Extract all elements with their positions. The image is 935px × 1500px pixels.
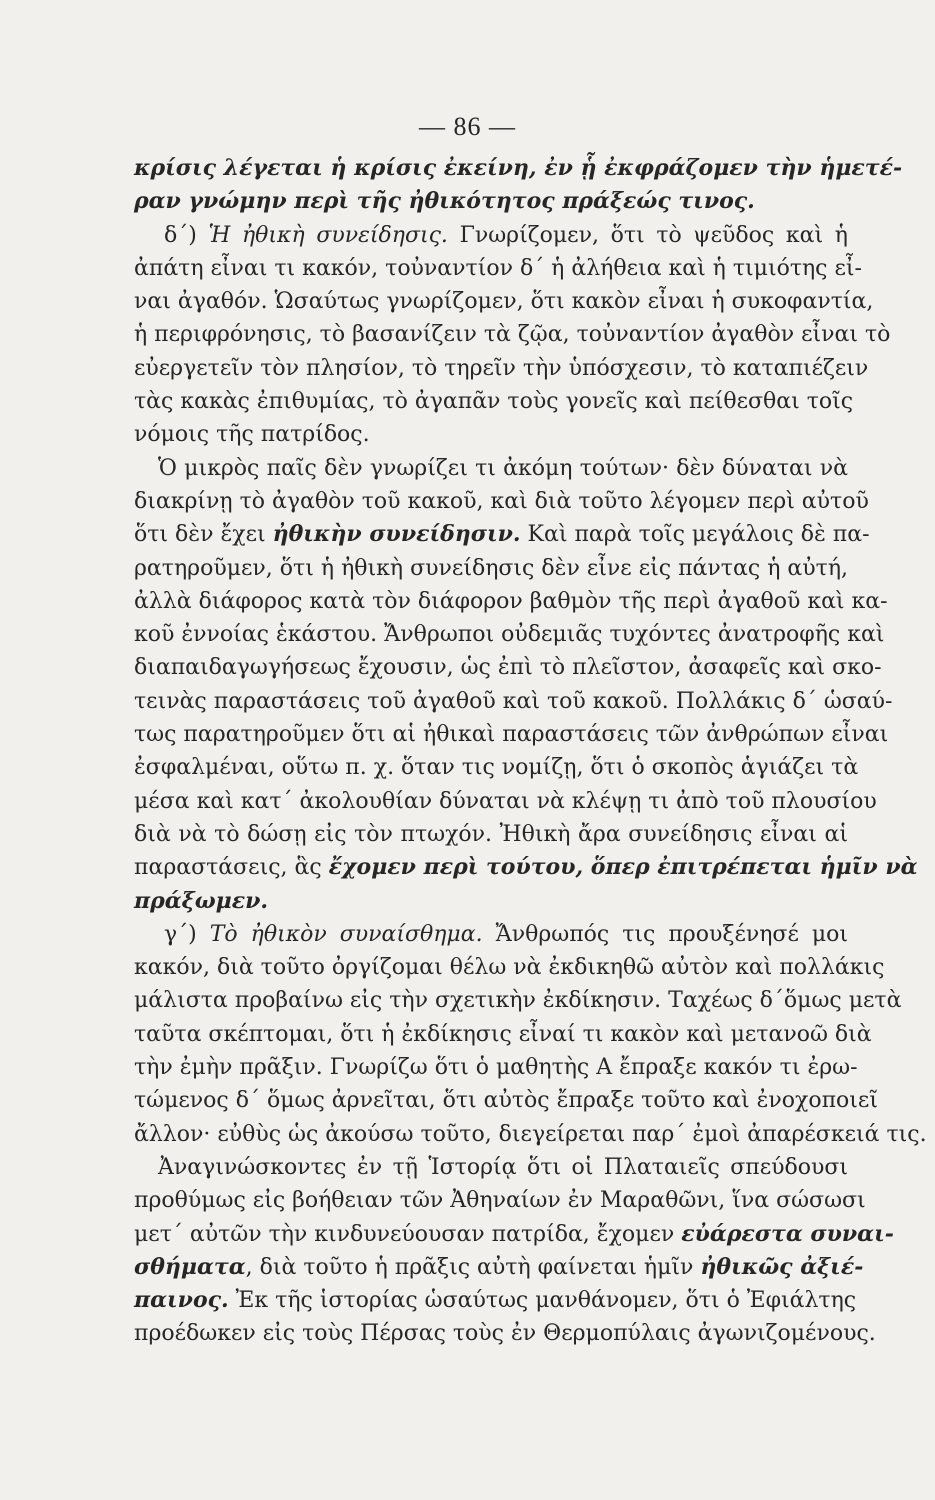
- text-segment: μετ΄ αὐτῶν τὴν κινδυνεύουσαν πατρίδα, ἔχομεν: [134, 1221, 682, 1247]
- text-segment: ναι ἀγαθόν. Ὡσαύτως γνωρίζομεν, ὅτι κακὸν εἶναι ἡ συκοφαντία,: [134, 289, 874, 315]
- text-line: [134, 252, 862, 285]
- text-segment: δ΄): [164, 222, 209, 248]
- text-line: [134, 618, 885, 651]
- text-line: [134, 1251, 864, 1284]
- text-segment: διαπαιδαγωγήσεως ἔχουσιν, ὡς ἐπὶ τὸ πλεῖστον, ἀσαφεῖς καὶ σκο-: [134, 655, 882, 681]
- text-segment: Ἄνθρωπός τις προυξένησέ μοι: [482, 921, 848, 947]
- emphasized-text: Τὸ ἠθικὸν συναίσθημα.: [209, 921, 483, 947]
- emphasized-text: ἠθικῶς ἀξιέ-: [700, 1253, 864, 1280]
- text-segment: τὴν ἐμὴν πρᾶξιν. Γνωρίζω ὅτι ὁ μαθητὴς Α ἔπραξε κακόν τι ἐρω-: [134, 1055, 858, 1081]
- text-segment: κακόν, διὰ τοῦτο ὀργίζομαι θέλω νὰ ἐκδικηθῶ αὐτὸν καὶ πολλάκις: [134, 955, 885, 981]
- page-number: — 86 —: [419, 112, 516, 141]
- text-line: [134, 285, 874, 318]
- text-line: [134, 1284, 857, 1317]
- text-line: [134, 751, 859, 784]
- text-line: [134, 385, 854, 418]
- emphasized-text: ραν γνώμην περὶ τῆς ἠθικότητος πράξεώς τινος.: [134, 188, 755, 215]
- text-line: [134, 1151, 848, 1184]
- text-segment: Ἐκ τῆς ἱστορίας ὡσαύτως μανθάνομεν, ὅτι ὁ Ἐφιάλτης: [228, 1288, 857, 1314]
- text-segment: ἄλλον· εὐθὺς ὡς ἀκούσω τοῦτο, διεγείρεται παρ΄ ἐμοὶ ἀπαρέσκειά τις.: [134, 1121, 927, 1147]
- text-segment: ρατηροῦμεν, ὅτι ἡ ἠθικὴ συνείδησις δὲν εἶνε εἰς πάντας ἡ αὐτή,: [134, 555, 848, 581]
- text-segment: , διὰ τοῦτο ἡ πρᾶξις αὐτὴ φαίνεται ἡμῖν: [245, 1254, 701, 1280]
- text-line: [134, 518, 870, 551]
- text-line: [134, 785, 877, 818]
- text-segment: τώμενος δ΄ ὅμως ἀρνεῖται, ὅτι αὐτὸς ἔπραξε τοῦτο καὶ ἐνοχοποιεῖ: [134, 1088, 878, 1114]
- text-line: [134, 585, 888, 618]
- text-line: [134, 152, 903, 185]
- emphasized-text: ἠθικὴν συνείδησιν.: [272, 521, 521, 548]
- text-line: [134, 552, 848, 585]
- text-segment: διακρίνῃ τὸ ἀγαθὸν τοῦ κακοῦ, καὶ διὰ τοῦτο λέγομεν περὶ αὐτοῦ: [134, 488, 869, 514]
- text-line: [134, 352, 869, 385]
- text-segment: νόμοις τῆς πατρίδος.: [134, 422, 370, 448]
- text-line: [134, 984, 902, 1017]
- text-line: [134, 951, 885, 984]
- text-segment: παραστάσεις, ἃς: [134, 855, 329, 881]
- text-line: [134, 851, 918, 884]
- text-segment: προθύμως εἰς βοήθειαν τῶν Ἀθηναίων ἐν Μαραθῶνι, ἵνα σώσωσι: [134, 1188, 866, 1214]
- text-segment: ἀπάτη εἶναι τι κακόν, τοὐναντίον δ΄ ἡ ἀλήθεια καὶ ἡ τιμιότης εἶ-: [134, 255, 862, 281]
- text-line: [134, 918, 848, 951]
- emphasized-text: ἔχομεν περὶ τούτου, ὅπερ ἐπιτρέπεται ἡμῖν νὰ: [328, 854, 918, 881]
- text-segment: μάλιστα προβαίνω εἰς τὴν σχετικὴν ἐκδίκησιν. Ταχέως δ΄ὅμως μετὰ: [134, 988, 902, 1014]
- text-segment: Ὁ μικρὸς παῖς δὲν γνωρίζει τι ἀκόμη τούτων· δὲν δύναται νὰ: [158, 455, 848, 481]
- text-segment: Καὶ παρὰ τοῖς μεγάλοις δὲ πα-: [520, 522, 870, 548]
- text-line: [134, 1218, 894, 1251]
- text-segment: Ἀναγινώσκοντες ἐν τῇ Ἱστορίᾳ ὅτι οἱ Πλαταιεῖς σπεύδουσι: [158, 1154, 848, 1180]
- text-line: [134, 318, 891, 351]
- text-line: [134, 485, 869, 518]
- text-line: [134, 185, 848, 218]
- text-line: [134, 885, 848, 918]
- text-segment: τως παρατηροῦμεν ὅτι αἱ ἠθικαὶ παραστάσεις τῶν ἀνθρώπων εἶναι: [134, 722, 889, 748]
- text-line: [134, 651, 882, 684]
- text-segment: τεινὰς παραστάσεις τοῦ ἀγαθοῦ καὶ τοῦ κακοῦ. Πολλάκις δ΄ ὡσαύ-: [134, 688, 893, 714]
- text-segment: ὅτι δὲν ἔχει: [134, 522, 273, 548]
- emphasized-text: εὐάρεστα συναι-: [681, 1220, 894, 1247]
- text-segment: ταῦτα σκέπτομαι, ὅτι ἡ ἐκδίκησις εἶναί τι κακὸν καὶ μετανοῶ διὰ: [134, 1021, 872, 1047]
- text-line: [134, 1051, 858, 1084]
- text-line: [134, 1084, 878, 1117]
- text-line: [134, 1184, 866, 1217]
- text-line: [134, 219, 848, 252]
- text-line: [134, 1018, 872, 1051]
- text-line: [134, 718, 889, 751]
- text-segment: ἡ περιφρόνησις, τὸ βασανίζειν τὰ ζῷα, τοὐναντίον ἀγαθὸν εἶναι τὸ: [134, 322, 891, 348]
- text-segment: εὐεργετεῖν τὸν πλησίον, τὸ τηρεῖν τὴν ὑπόσχεσιν, τὸ καταπιέζειν: [134, 355, 869, 381]
- emphasized-text: σθήματα: [134, 1253, 246, 1280]
- body-text: [134, 152, 927, 1351]
- emphasized-text: Ἡ ἠθικὴ συνείδησις.: [208, 222, 448, 248]
- text-segment: προέδωκεν εἰς τοὺς Πέρσας τοὺς ἐν Θερμοπύλαις ἀγωνιζομένους.: [134, 1321, 876, 1347]
- text-segment: κοῦ ἐννοίας ἑκάστου. Ἄνθρωποι οὐδεμιᾶς τυχόντες ἀνατροφῆς καὶ: [134, 622, 885, 648]
- text-segment: τὰς κακὰς ἐπιθυμίας, τὸ ἀγαπᾶν τοὺς γονεῖς καὶ πείθεσθαι τοῖς: [134, 389, 854, 415]
- text-line: [134, 452, 848, 485]
- emphasized-text: παινος.: [134, 1287, 229, 1314]
- text-segment: διὰ νὰ τὸ δώσῃ εἰς τὸν πτωχόν. Ἠθικὴ ἄρα συνείδησις εἶναι αἱ: [134, 821, 848, 847]
- text-segment: γ΄): [164, 921, 210, 947]
- text-segment: ἐσφαλμέναι, οὕτω π. χ. ὅταν τις νομίζῃ, ὅτι ὁ σκοπὸς ἁγιάζει τὰ: [134, 755, 859, 781]
- text-segment: Γνωρίζομεν, ὅτι τὸ ψεῦδος καὶ ἡ: [447, 222, 848, 248]
- text-line: [134, 818, 848, 851]
- text-line: [134, 418, 848, 451]
- emphasized-text: πράξωμεν.: [134, 887, 269, 914]
- emphasized-text: κρίσις λέγεται ἡ κρίσις ἐκείνη, ἐν ᾗ ἐκφράζομεν τὴν ἡμετέ-: [134, 155, 903, 181]
- text-line: [134, 685, 893, 718]
- text-segment: ἀλλὰ διάφορος κατὰ τὸν διάφορον βαθμὸν τῆς περὶ ἀγαθοῦ καὶ κα-: [134, 588, 888, 614]
- text-segment: μέσα καὶ κατ΄ ἀκολουθίαν δύναται νὰ κλέψῃ τι ἀπὸ τοῦ πλουσίου: [134, 788, 877, 814]
- text-line: [134, 1118, 927, 1151]
- text-line: [134, 1317, 876, 1350]
